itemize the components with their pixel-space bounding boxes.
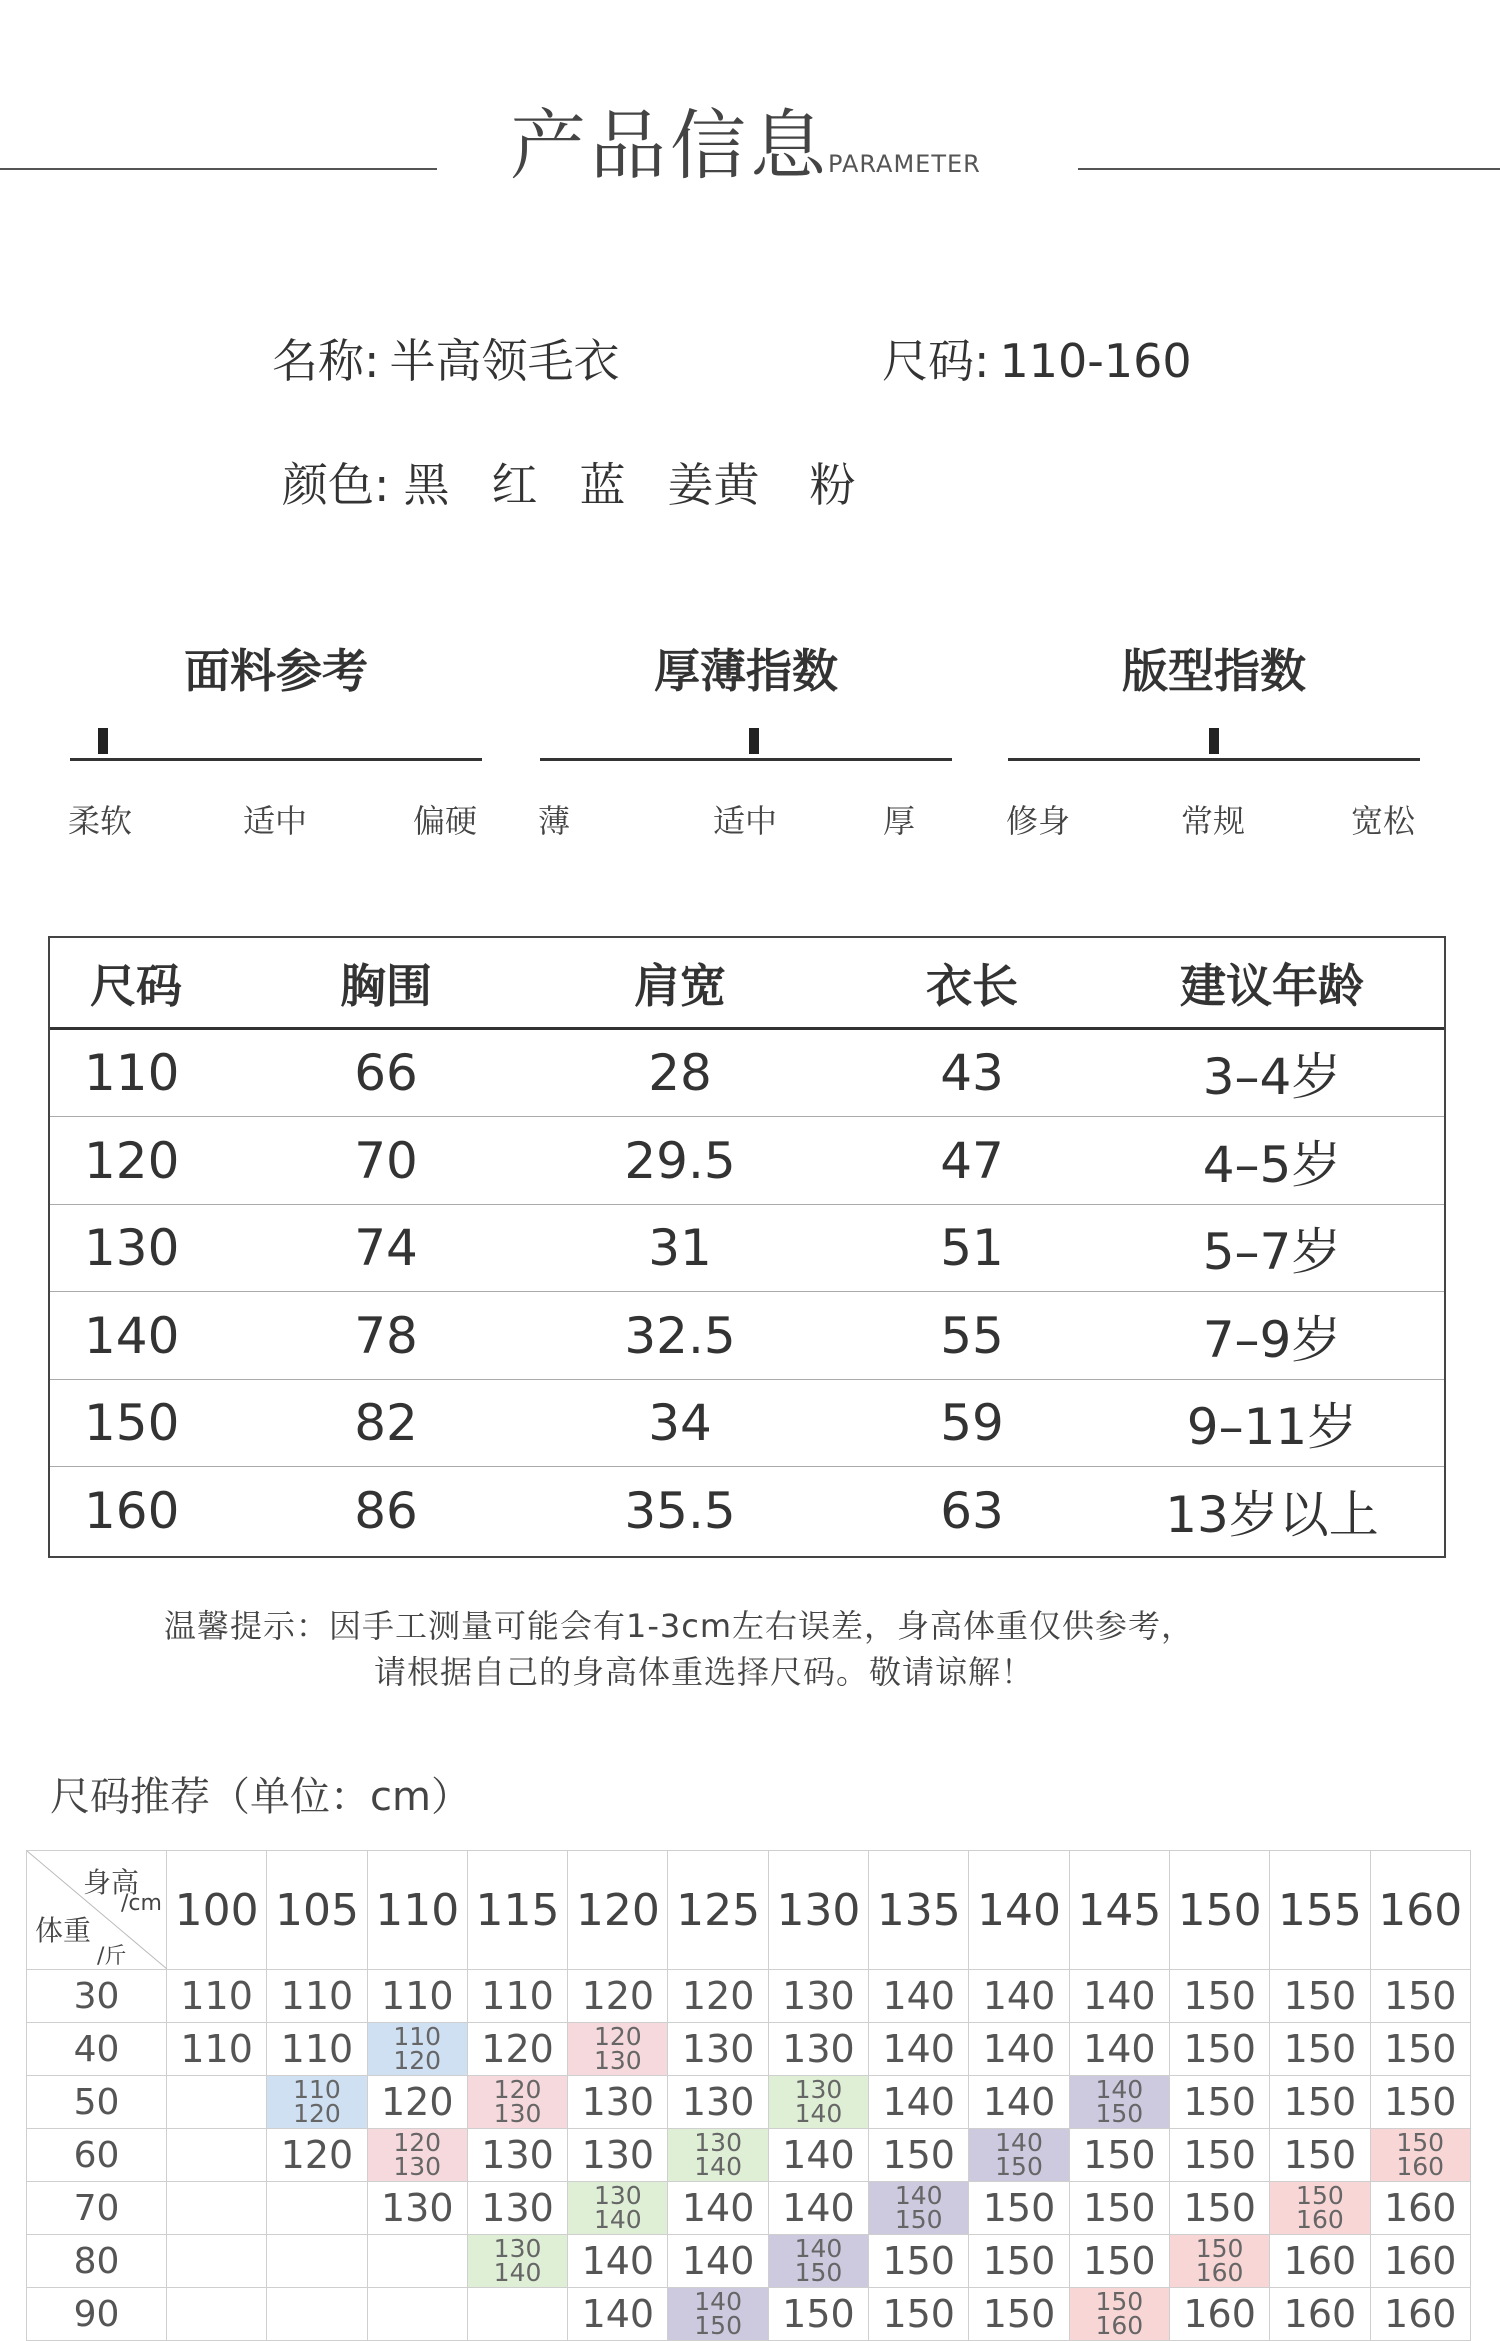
recommend-cell: 150 [1169, 2076, 1269, 2129]
range-high: 140 [593, 2205, 642, 2234]
recommend-cell: 130 [668, 2023, 768, 2076]
height-header-cell: 130 [768, 1851, 868, 1970]
recommend-cell [167, 2182, 267, 2235]
spec-cell: 31 [648, 1219, 712, 1277]
recommend-row [27, 2288, 1471, 2341]
spec-cell: 3–4岁 [1202, 1048, 1342, 1106]
recommend-cell: 130 [467, 2129, 567, 2182]
weight-label-cell: 50 [27, 2076, 167, 2129]
corner-weight-unit: /斤 [97, 1944, 127, 1969]
recommend-cell: 130 [367, 2182, 467, 2235]
range-low: 110 [393, 2022, 442, 2051]
recommend-cell: 130 [467, 2182, 567, 2235]
spec-cell: 150 [84, 1394, 180, 1452]
indicator-3-label-1: 修身 [1006, 802, 1071, 840]
size-label: 尺码: [882, 334, 990, 388]
recommend-cell: 120 [367, 2076, 467, 2129]
recommend-cell-range [467, 2235, 567, 2288]
indicator-track-2 [540, 758, 952, 761]
range-high: 140 [794, 2099, 843, 2128]
recommend-cell: 150 [1270, 2076, 1370, 2129]
range-high: 130 [493, 2099, 542, 2128]
recommend-cell [167, 2076, 267, 2129]
range-high: 160 [1195, 2258, 1244, 2287]
recommend-cell: 150 [1169, 1970, 1269, 2023]
note-line-2: 请根据自己的身高体重选择尺码。敬请谅解！ [374, 1653, 1035, 1691]
indicator-2-label-1: 薄 [538, 802, 571, 840]
range-high: 120 [393, 2046, 442, 2075]
height-header-cell: 115 [467, 1851, 567, 1970]
height-header-cell: 105 [267, 1851, 367, 1970]
range-low: 140 [1095, 2075, 1144, 2104]
recommend-cell: 150 [1270, 2023, 1370, 2076]
corner-weight-label: 体重 [35, 1914, 92, 1947]
indicator-track-1 [70, 758, 482, 761]
recommend-cell: 150 [1370, 1970, 1470, 2023]
recommend-cell: 110 [467, 1970, 567, 2023]
recommend-cell: 140 [668, 2235, 768, 2288]
spec-row [50, 1468, 1444, 1555]
color-ginger: 姜黄 [667, 458, 760, 512]
recommend-cell: 150 [1169, 2129, 1269, 2182]
recommend-cell: 150 [1169, 2023, 1269, 2076]
recommend-cell: 140 [869, 2076, 969, 2129]
range-low: 140 [694, 2287, 742, 2316]
spec-cell: 59 [940, 1394, 1004, 1452]
recommend-row [27, 2023, 1471, 2076]
spec-cell: 78 [354, 1306, 418, 1365]
range-low: 130 [794, 2075, 843, 2104]
recommend-cell: 150 [969, 2182, 1069, 2235]
spec-cell: 160 [84, 1482, 180, 1540]
spec-cell: 47 [940, 1131, 1004, 1190]
indicator-2-label-2: 适中 [713, 802, 778, 840]
recommend-cell: 120 [668, 1970, 768, 2023]
recommend-cell-range [1370, 2129, 1470, 2182]
recommend-cell: 110 [267, 2023, 367, 2076]
recommend-cell: 150 [869, 2288, 969, 2341]
recommend-cell [167, 2129, 267, 2182]
indicator-marker-1 [98, 728, 108, 754]
indicator-3-label-2: 常规 [1181, 802, 1246, 840]
recommend-cell: 110 [267, 1970, 367, 2023]
product-colors [282, 458, 898, 512]
recommend-cell [267, 2182, 367, 2235]
spec-cell: 35.5 [624, 1482, 736, 1540]
indicator-marker-2 [749, 728, 759, 754]
height-header-cell: 100 [167, 1851, 267, 1970]
indicator-title-1: 面料参考 [184, 644, 368, 698]
recommend-cell: 140 [869, 2023, 969, 2076]
height-header-cell: 155 [1270, 1851, 1370, 1970]
recommend-cell [167, 2235, 267, 2288]
recommend-cell [467, 2288, 567, 2341]
recommend-cell: 140 [668, 2182, 768, 2235]
height-header-cell: 150 [1169, 1851, 1269, 1970]
range-high: 130 [593, 2046, 642, 2075]
color-black: 黑 [403, 458, 450, 512]
spec-header-row [50, 938, 1444, 1030]
height-header-cell: 120 [568, 1851, 668, 1970]
spec-cell: 66 [354, 1044, 418, 1102]
weight-label-cell: 40 [27, 2023, 167, 2076]
spec-header-cell: 建议年龄 [1180, 958, 1364, 1013]
note-line-1: 温馨提示：因手工测量可能会有1-3cm左右误差，身高体重仅供参考， [164, 1607, 1195, 1645]
recommend-cell-range [768, 2235, 868, 2288]
weight-label-cell: 30 [27, 1970, 167, 2023]
recommend-cell: 160 [1370, 2288, 1470, 2341]
spec-cell: 74 [354, 1219, 418, 1277]
recommend-cell-range [1069, 2076, 1169, 2129]
corner-height-label: 身高 [83, 1866, 140, 1899]
recommend-cell-range [467, 2076, 567, 2129]
range-low: 120 [493, 2075, 542, 2104]
recommend-cell: 140 [1069, 1970, 1169, 2023]
range-high: 140 [694, 2152, 742, 2181]
weight-label-cell: 60 [27, 2129, 167, 2182]
spec-cell: 34 [648, 1394, 712, 1452]
recommend-cell: 160 [1169, 2288, 1269, 2341]
height-header-cell: 160 [1370, 1851, 1470, 1970]
spec-row [50, 1118, 1444, 1205]
recommend-cell: 130 [568, 2129, 668, 2182]
range-low: 130 [493, 2234, 542, 2263]
recommend-cell: 110 [167, 2023, 267, 2076]
size-value: 110-160 [999, 334, 1192, 388]
recommend-cell-range [367, 2023, 467, 2076]
recommend-row [27, 1970, 1471, 2023]
indicator-marker-3 [1209, 728, 1219, 754]
recommend-cell-range [1169, 2235, 1269, 2288]
range-low: 110 [293, 2075, 341, 2104]
recommend-cell: 160 [1370, 2182, 1470, 2235]
range-low: 150 [1195, 2234, 1244, 2263]
weight-label-cell: 90 [27, 2288, 167, 2341]
spec-cell: 140 [84, 1306, 180, 1365]
spec-row [50, 1205, 1444, 1292]
page-subtitle: PARAMETER [828, 150, 981, 178]
spec-cell: 29.5 [624, 1131, 736, 1190]
recommend-cell: 140 [768, 2129, 868, 2182]
page-title: 产品信息 [510, 101, 830, 190]
recommend-cell-range [367, 2129, 467, 2182]
recommend-cell: 150 [1069, 2182, 1169, 2235]
recommend-cell: 150 [969, 2235, 1069, 2288]
color-label: 颜色: [282, 458, 390, 512]
header-left-rule [0, 168, 437, 170]
recommend-cell: 130 [768, 1970, 868, 2023]
spec-cell: 63 [940, 1482, 1004, 1540]
spec-row [50, 1030, 1444, 1117]
height-header-cell: 110 [367, 1851, 467, 1970]
spec-header-cell: 尺码 [90, 958, 182, 1013]
indicator-1-label-3: 偏硬 [413, 802, 478, 840]
recommend-cell: 140 [1069, 2023, 1169, 2076]
header-right-rule [1078, 168, 1500, 170]
recommend-cell: 140 [969, 2023, 1069, 2076]
spec-cell: 70 [354, 1131, 418, 1190]
recommend-cell: 140 [568, 2235, 668, 2288]
recommend-corner [27, 1851, 167, 1970]
spec-cell: 5–7岁 [1202, 1223, 1342, 1281]
spec-cell: 110 [84, 1044, 180, 1102]
recommend-cell: 130 [768, 2023, 868, 2076]
range-low: 130 [593, 2181, 642, 2210]
recommend-cell: 140 [969, 2076, 1069, 2129]
recommend-cell: 160 [1370, 2235, 1470, 2288]
recommend-cell [367, 2235, 467, 2288]
recommend-cell: 140 [768, 2182, 868, 2235]
range-low: 150 [1095, 2287, 1144, 2316]
height-header-cell: 135 [869, 1851, 969, 1970]
color-red: 红 [491, 458, 538, 512]
recommend-cell-range [668, 2288, 768, 2341]
spec-header-cell: 衣长 [926, 958, 1018, 1013]
corner-height-unit: /cm [121, 1891, 162, 1916]
recommend-cell: 110 [167, 1970, 267, 2023]
recommend-cell: 160 [1270, 2288, 1370, 2341]
recommend-cell-range [1270, 2182, 1370, 2235]
spec-cell: 55 [940, 1306, 1004, 1365]
range-high: 160 [1396, 2152, 1445, 2181]
recommend-cell-range [768, 2076, 868, 2129]
range-low: 120 [593, 2022, 642, 2051]
recommend-cell: 110 [367, 1970, 467, 2023]
recommend-cell-range [869, 2182, 969, 2235]
recommend-row [27, 2182, 1471, 2235]
spec-cell: 9–11岁 [1186, 1398, 1358, 1456]
recommend-cell [267, 2235, 367, 2288]
color-blue: 蓝 [579, 458, 626, 512]
spec-cell: 82 [354, 1394, 418, 1452]
indicator-2-label-3: 厚 [883, 802, 916, 840]
spec-cell: 43 [940, 1044, 1004, 1102]
indicator-1-label-1: 柔软 [68, 802, 133, 840]
range-low: 130 [694, 2128, 742, 2157]
recommend-row [27, 2076, 1471, 2129]
range-high: 150 [694, 2311, 742, 2340]
recommend-row [27, 2235, 1471, 2288]
recommend-cell-range [1069, 2288, 1169, 2341]
spec-header-cell: 胸围 [340, 958, 432, 1013]
recommend-cell: 150 [1270, 2129, 1370, 2182]
recommend-cell-range [668, 2129, 768, 2182]
recommend-cell: 140 [869, 1970, 969, 2023]
range-high: 140 [493, 2258, 542, 2287]
recommend-cell: 130 [568, 2076, 668, 2129]
name-label: 名称: [272, 334, 380, 388]
indicator-1-label-2: 适中 [243, 802, 308, 840]
range-low: 140 [894, 2181, 943, 2210]
range-high: 160 [1296, 2205, 1344, 2234]
product-name [272, 334, 620, 388]
height-header-cell: 125 [668, 1851, 768, 1970]
spec-table [48, 936, 1446, 1558]
recommend-cell: 150 [1169, 2182, 1269, 2235]
range-low: 150 [1396, 2128, 1445, 2157]
range-high: 120 [293, 2099, 341, 2128]
recommend-row [27, 2129, 1471, 2182]
indicator-title-3: 版型指数 [1122, 644, 1306, 698]
recommend-cell: 150 [869, 2129, 969, 2182]
recommend-cell [267, 2288, 367, 2341]
spec-row [50, 1380, 1444, 1467]
range-high: 130 [393, 2152, 442, 2181]
height-header-cell: 140 [969, 1851, 1069, 1970]
spec-header-cell: 肩宽 [634, 958, 726, 1013]
recommend-cell: 150 [1370, 2023, 1470, 2076]
recommend-cell [367, 2288, 467, 2341]
recommend-cell-range [267, 2076, 367, 2129]
height-header-cell: 145 [1069, 1851, 1169, 1970]
product-size [882, 334, 1192, 388]
weight-label-cell: 80 [27, 2235, 167, 2288]
recommend-cell: 160 [1270, 2235, 1370, 2288]
indicator-track-3 [1008, 758, 1420, 761]
range-high: 150 [995, 2152, 1043, 2181]
recommend-cell: 120 [568, 1970, 668, 2023]
color-pink: 粉 [809, 458, 856, 512]
spec-cell: 32.5 [624, 1306, 736, 1365]
recommend-cell [167, 2288, 267, 2341]
recommend-cell: 140 [568, 2288, 668, 2341]
spec-cell: 13岁以上 [1165, 1486, 1379, 1544]
recommend-cell: 150 [1370, 2076, 1470, 2129]
range-low: 150 [1296, 2181, 1344, 2210]
weight-label-cell: 70 [27, 2182, 167, 2235]
range-low: 140 [995, 2128, 1043, 2157]
range-high: 150 [1095, 2099, 1144, 2128]
indicator-title-2: 厚薄指数 [654, 644, 838, 698]
recommend-cell: 120 [267, 2129, 367, 2182]
recommend-cell: 130 [668, 2076, 768, 2129]
recommend-cell-range [969, 2129, 1069, 2182]
recommend-cell: 150 [1069, 2235, 1169, 2288]
recommend-cell: 120 [467, 2023, 567, 2076]
recommend-cell: 140 [969, 1970, 1069, 2023]
spec-cell: 130 [84, 1219, 180, 1277]
spec-cell: 4–5岁 [1202, 1135, 1342, 1194]
spec-cell: 28 [648, 1044, 712, 1102]
recommend-title: 尺码推荐（单位：cm） [50, 1774, 471, 1820]
spec-cell: 51 [940, 1219, 1004, 1277]
spec-cell: 86 [354, 1482, 418, 1540]
recommend-cell: 150 [1270, 1970, 1370, 2023]
range-high: 150 [894, 2205, 943, 2234]
recommend-cell: 150 [969, 2288, 1069, 2341]
spec-cell: 120 [84, 1131, 180, 1190]
range-high: 160 [1095, 2311, 1144, 2340]
recommend-cell: 150 [869, 2235, 969, 2288]
spec-cell: 7–9岁 [1202, 1310, 1342, 1369]
recommend-header-row [27, 1851, 1471, 1970]
range-low: 140 [794, 2234, 843, 2263]
recommend-cell: 150 [1069, 2129, 1169, 2182]
size-recommend-table [26, 1850, 1471, 2341]
spec-row [50, 1293, 1444, 1380]
recommend-cell: 150 [768, 2288, 868, 2341]
indicator-3-label-3: 宽松 [1351, 802, 1416, 840]
recommend-cell-range [568, 2023, 668, 2076]
name-value: 半高领毛衣 [389, 334, 620, 388]
recommend-cell-range [568, 2182, 668, 2235]
range-low: 120 [393, 2128, 442, 2157]
range-high: 150 [794, 2258, 843, 2287]
